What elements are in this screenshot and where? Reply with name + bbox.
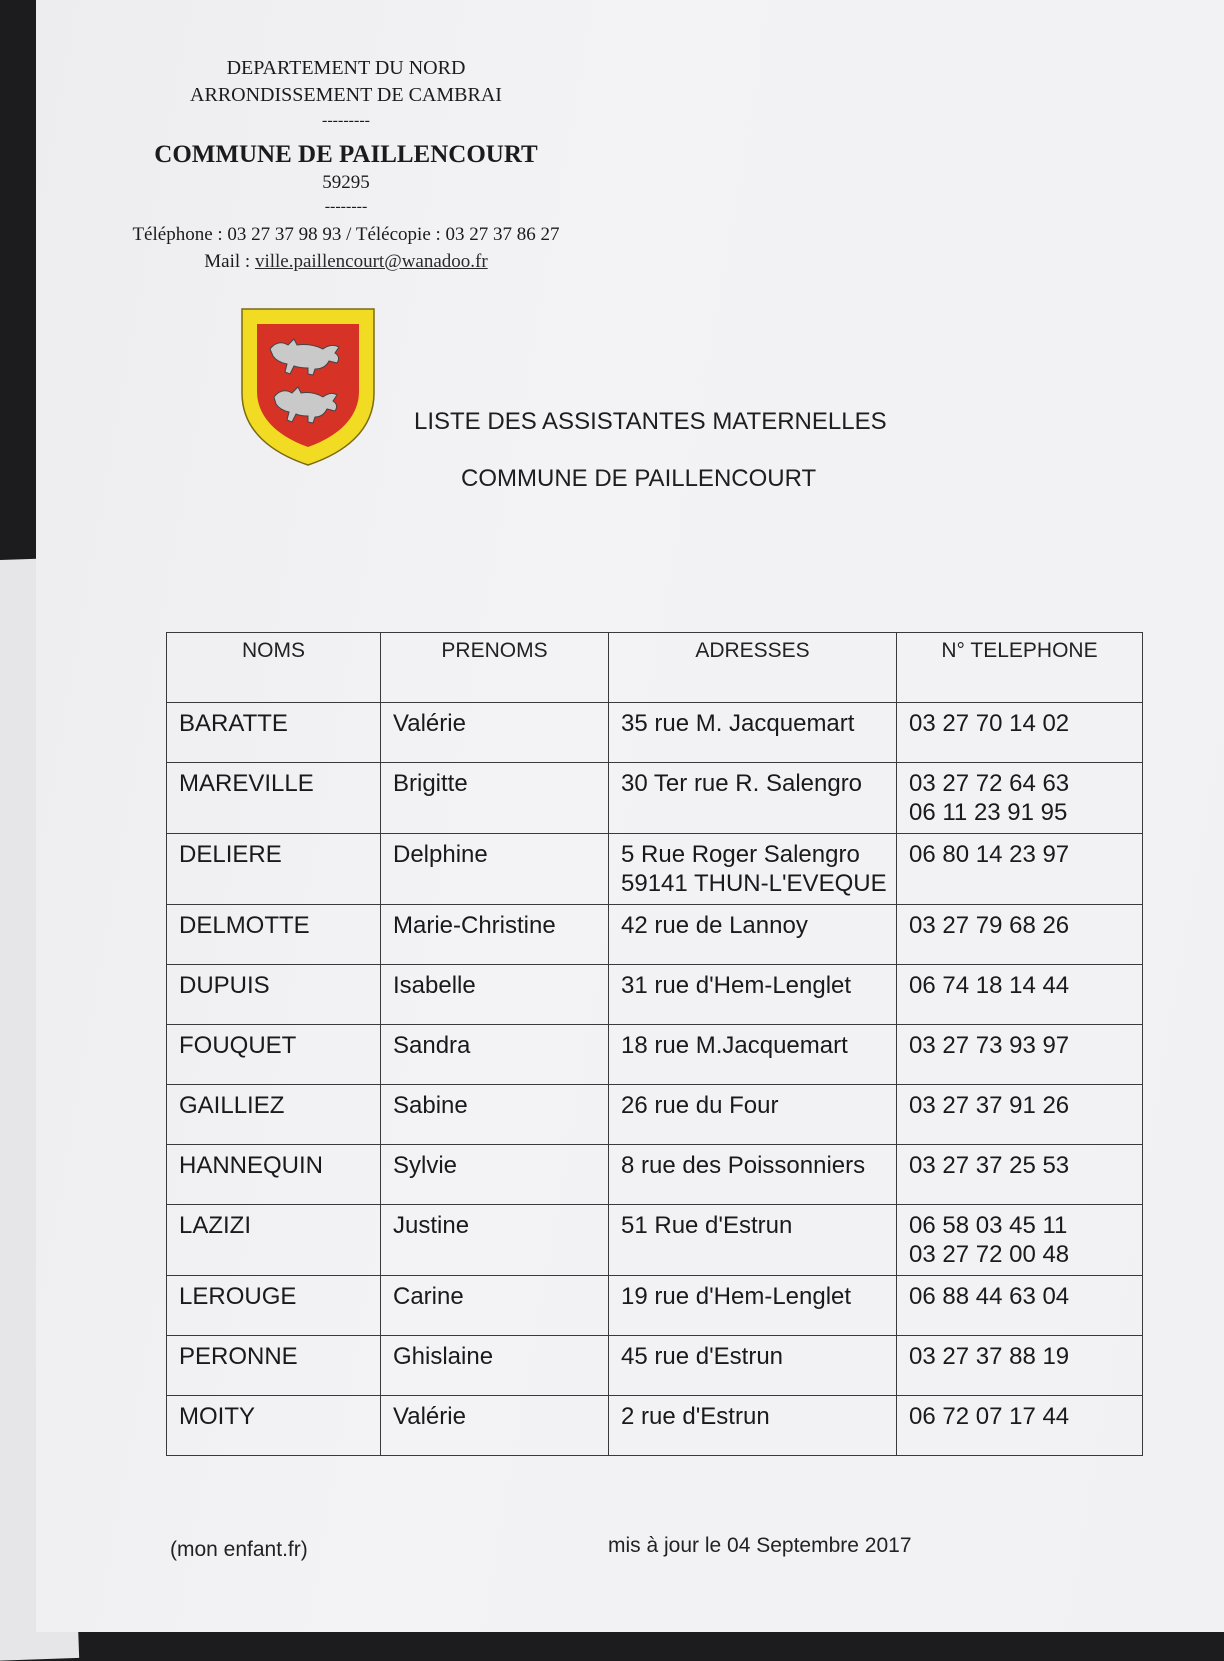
table-row [167, 1336, 1143, 1396]
cell-prenom: Carine [381, 1276, 609, 1336]
footer-updated-date: mis à jour le 04 Septembre 2017 [608, 1534, 912, 1557]
cell-adresse: 42 rue de Lannoy [609, 905, 897, 965]
cell-nom: FOUQUET [167, 1025, 381, 1085]
cell-adresse: 31 rue d'Hem-Lenglet [609, 965, 897, 1025]
cell-adresse: 35 rue M. Jacquemart [609, 703, 897, 763]
cell-adresse: 19 rue d'Hem-Lenglet [609, 1276, 897, 1336]
cell-nom: BARATTE [167, 703, 381, 763]
postcode: 59295 [322, 172, 370, 193]
table-row [167, 1085, 1143, 1145]
table-row [167, 1205, 1143, 1276]
table-header-row [167, 633, 1143, 703]
cell-nom: MOITY [167, 1396, 381, 1456]
cell-prenom: Ghislaine [381, 1336, 609, 1396]
table-row [167, 1145, 1143, 1205]
assistantes-table [166, 632, 1143, 1456]
cell-nom: DELMOTTE [167, 905, 381, 965]
phone-number: 06 72 07 17 44 [909, 1403, 1070, 1430]
cell-prenom: Brigitte [381, 763, 609, 834]
cell-nom: MAREVILLE [167, 763, 381, 834]
cell-nom: PERONNE [167, 1336, 381, 1396]
cell-prenom: Isabelle [381, 965, 609, 1025]
letterhead [96, 55, 596, 275]
cell-adresse: 18 rue M.Jacquemart [609, 1025, 897, 1085]
cell-adresse: 2 rue d'Estrun [609, 1396, 897, 1456]
cell-telephone [897, 1025, 1143, 1085]
cell-adresse: 26 rue du Four [609, 1085, 897, 1145]
department-line: DEPARTEMENT DU NORD [226, 57, 466, 79]
cell-telephone [897, 703, 1143, 763]
header-telephone: N° TELEPHONE [897, 633, 1143, 703]
commune-name: COMMUNE DE PAILLENCOURT [154, 141, 538, 168]
mail-label: Mail : [204, 251, 255, 272]
phone-number: 03 27 79 68 26 [909, 912, 1070, 939]
cell-telephone [897, 834, 1143, 905]
separator-dashes: --------- [322, 112, 370, 129]
phone-number: 03 27 72 64 63 [909, 770, 1070, 797]
phone-number: 03 27 37 25 53 [909, 1152, 1070, 1179]
coat-of-arms-icon [238, 305, 378, 467]
cell-prenom: Sylvie [381, 1145, 609, 1205]
cell-prenom: Valérie [381, 703, 609, 763]
cell-telephone [897, 905, 1143, 965]
cell-adresse: 8 rue des Poissonniers [609, 1145, 897, 1205]
cell-nom: DUPUIS [167, 965, 381, 1025]
phone-number: 06 80 14 23 97 [909, 841, 1070, 868]
cell-nom: GAILLIEZ [167, 1085, 381, 1145]
cell-telephone [897, 1145, 1143, 1205]
document-title: LISTE DES ASSISTANTES MATERNELLES [414, 408, 887, 435]
phone-number: 03 27 72 00 48 [909, 1241, 1070, 1268]
cell-telephone [897, 1205, 1143, 1276]
phone-number: 06 11 23 91 95 [909, 799, 1068, 826]
cell-telephone [897, 965, 1143, 1025]
table-body [167, 703, 1143, 1456]
table-row [167, 905, 1143, 965]
cell-telephone [897, 1396, 1143, 1456]
phone-number: 03 27 37 91 26 [909, 1092, 1070, 1119]
cell-prenom: Marie-Christine [381, 905, 609, 965]
document-page [36, 0, 1224, 1632]
mail-link[interactable]: ville.paillencourt@wanadoo.fr [254, 251, 488, 272]
cell-adresse: 45 rue d'Estrun [609, 1336, 897, 1396]
phone-number: 03 27 70 14 02 [909, 710, 1070, 737]
phone-number: 06 58 03 45 11 [909, 1212, 1068, 1239]
cell-nom: DELIERE [167, 834, 381, 905]
cell-telephone [897, 1085, 1143, 1145]
separator-dashes-2: -------- [324, 198, 368, 215]
table-row [167, 834, 1143, 905]
table-row [167, 1276, 1143, 1336]
cell-telephone [897, 1276, 1143, 1336]
table-row [167, 965, 1143, 1025]
table-row [167, 763, 1143, 834]
cell-prenom: Sandra [381, 1025, 609, 1085]
header-adresses: ADRESSES [609, 633, 897, 703]
cell-prenom: Valérie [381, 1396, 609, 1456]
header-prenoms: PRENOMS [381, 633, 609, 703]
table-row [167, 703, 1143, 763]
contact-numbers: Téléphone : 03 27 37 98 93 / Télécopie : 03 27 37 86 27 [132, 224, 560, 245]
cell-prenom: Sabine [381, 1085, 609, 1145]
phone-number: 03 27 73 93 97 [909, 1032, 1070, 1059]
mail-line [96, 248, 596, 275]
phone-number: 06 74 18 14 44 [909, 972, 1070, 999]
cell-telephone [897, 763, 1143, 834]
cell-prenom: Delphine [381, 834, 609, 905]
phone-number: 06 88 44 63 04 [909, 1283, 1070, 1310]
cell-telephone [897, 1336, 1143, 1396]
cell-prenom: Justine [381, 1205, 609, 1276]
cell-nom: HANNEQUIN [167, 1145, 381, 1205]
document-subtitle: COMMUNE DE PAILLENCOURT [461, 465, 817, 492]
cell-adresse: 5 Rue Roger Salengro 59141 THUN-L'EVEQUE [609, 834, 897, 905]
cell-nom: LAZIZI [167, 1205, 381, 1276]
footer-source: (mon enfant.fr) [170, 1538, 308, 1561]
cell-nom: LEROUGE [167, 1276, 381, 1336]
cell-adresse: 30 Ter rue R. Salengro [609, 763, 897, 834]
arrondissement-line: ARRONDISSEMENT DE CAMBRAI [190, 84, 502, 106]
table-row [167, 1025, 1143, 1085]
cell-adresse: 51 Rue d'Estrun [609, 1205, 897, 1276]
header-noms: NOMS [167, 633, 381, 703]
table-row [167, 1396, 1143, 1456]
phone-number: 03 27 37 88 19 [909, 1343, 1070, 1370]
